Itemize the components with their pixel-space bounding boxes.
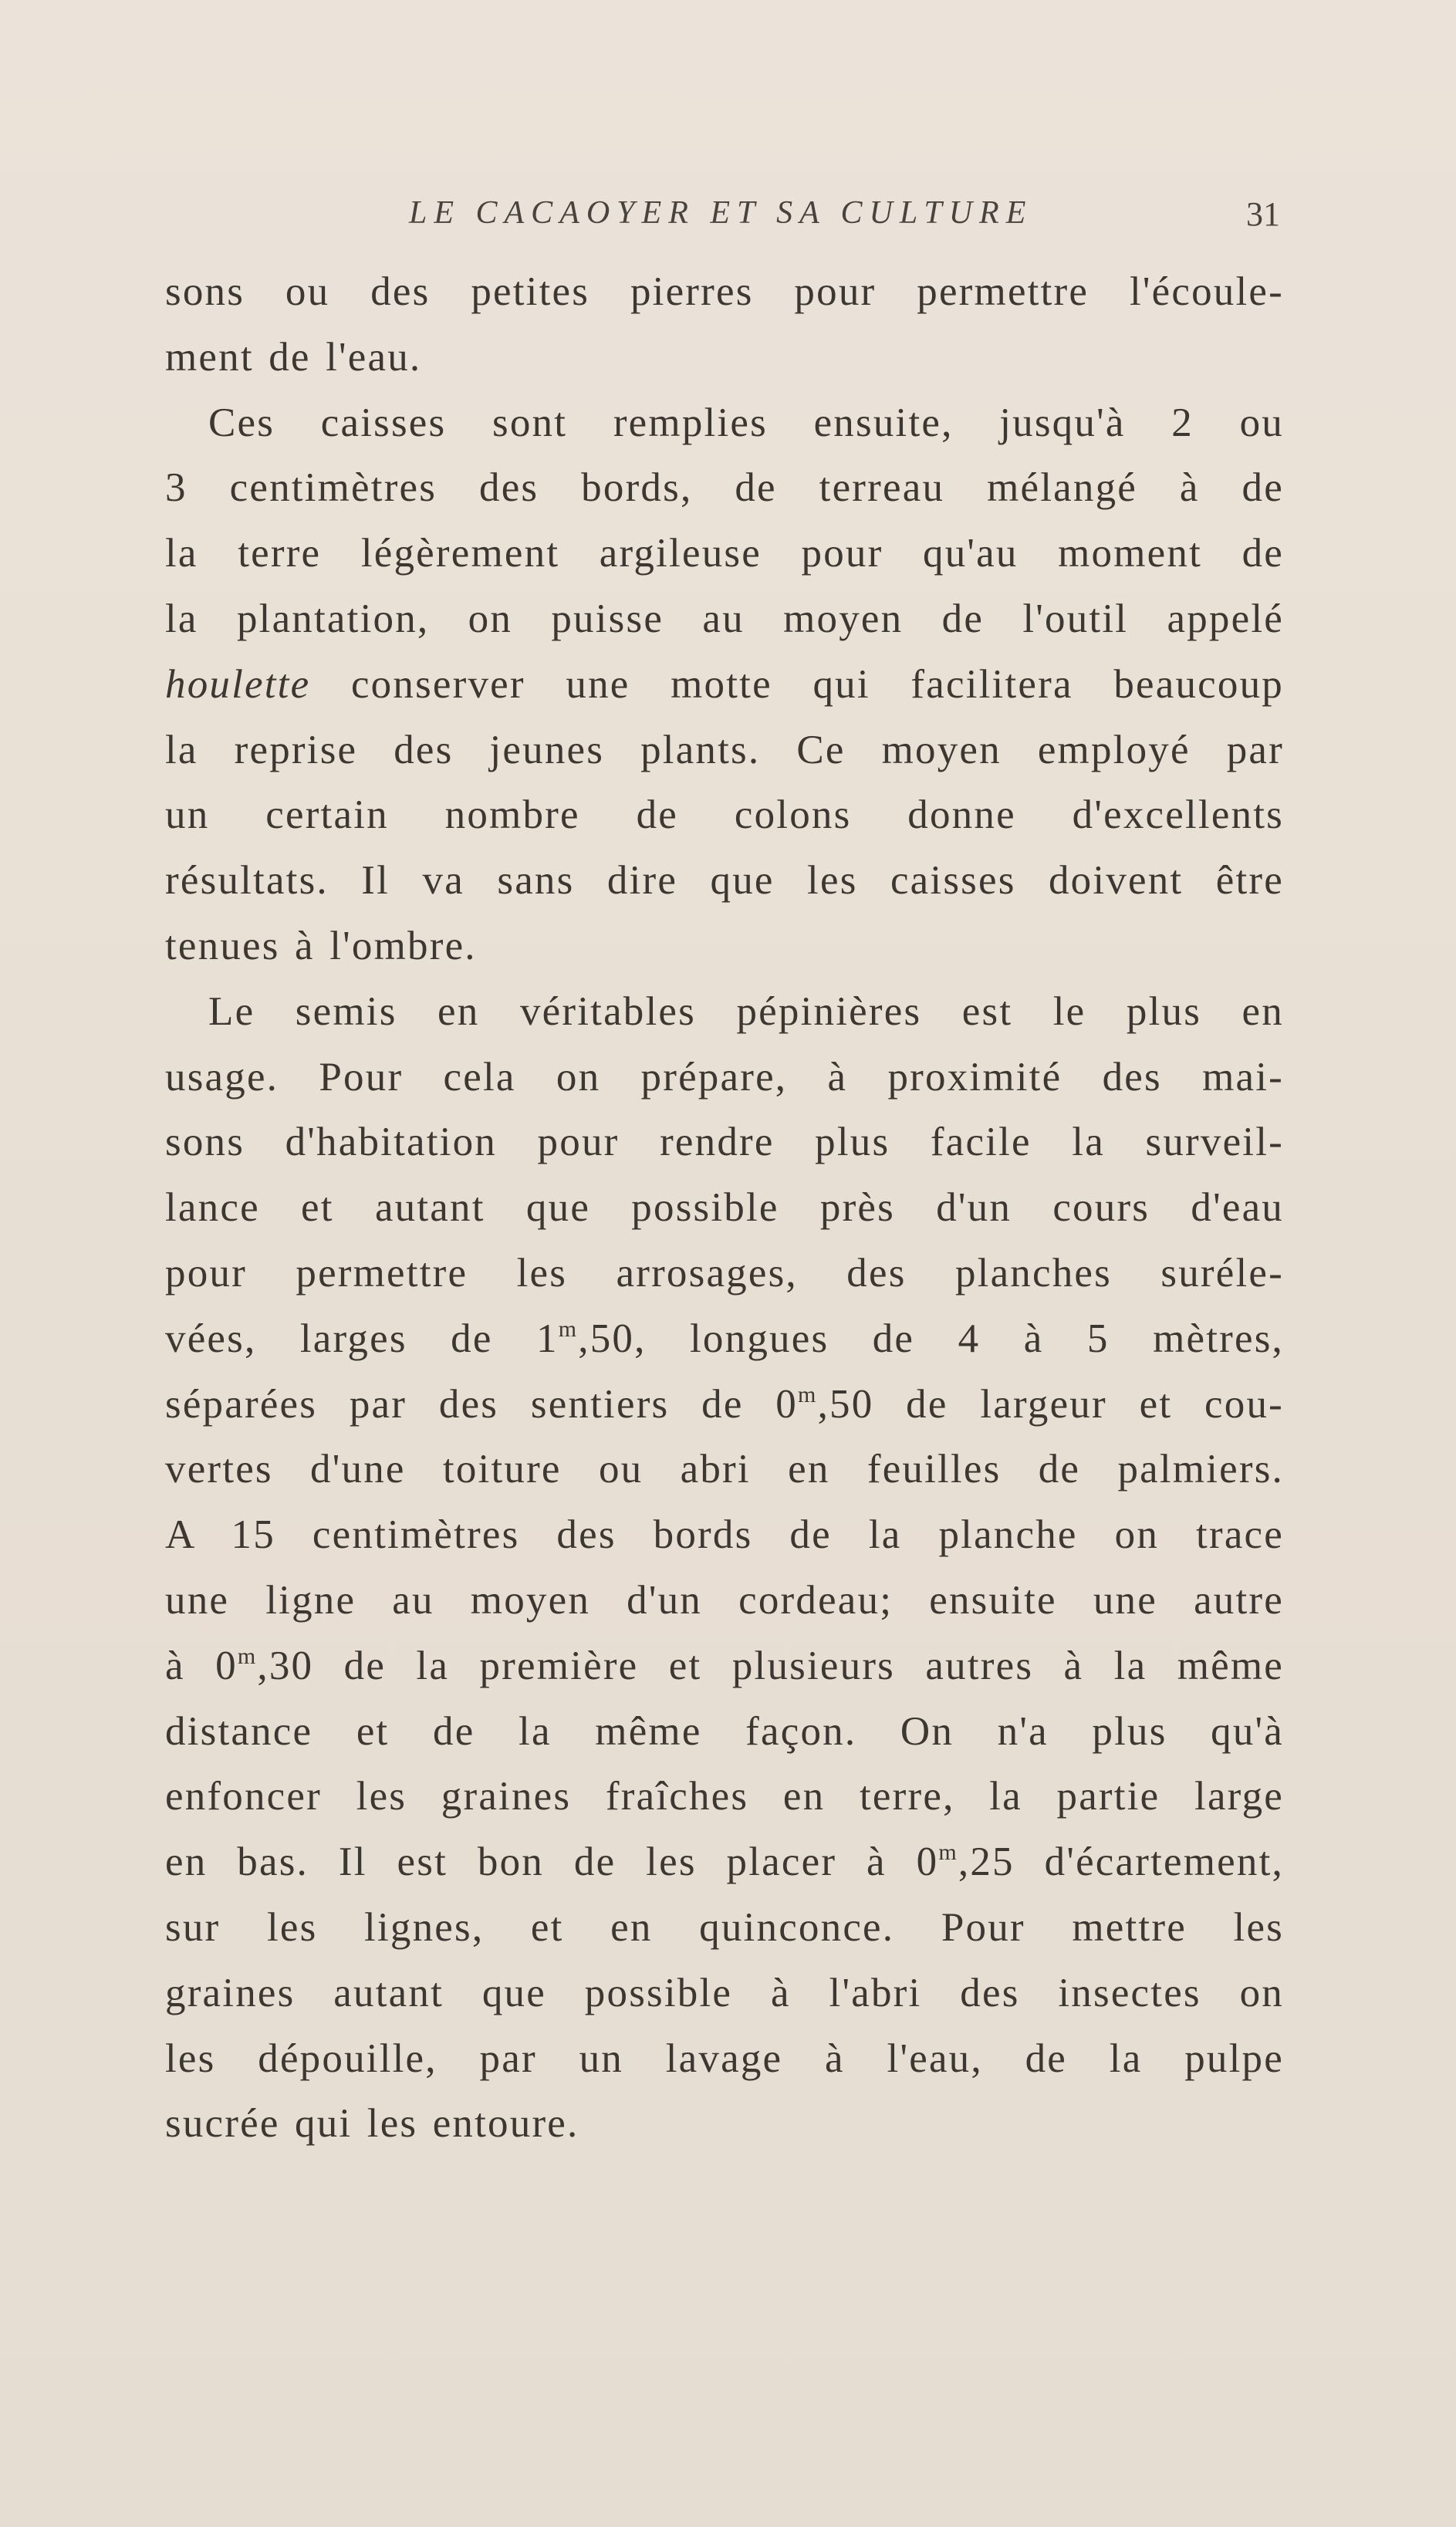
line-text: vées, larges de 1 [165, 1316, 559, 1361]
text-line [165, 1829, 1284, 1895]
line-text: ,30 de la première et plusieurs autres à la même [257, 1643, 1285, 1688]
text-line: tenues à l'ombre. [165, 923, 477, 968]
text-line: la terre légèrement argileuse pour qu'au moment de [165, 531, 1284, 576]
line-text: ,25 d'écartement, [958, 1840, 1284, 1885]
text-line [165, 652, 1284, 718]
line-text: ,50 de largeur et cou- [817, 1381, 1284, 1427]
text-line: graines autant que possible à l'abri des insectes on [165, 1970, 1284, 2015]
text-line: lance et autant que possible près d'un cours d'eau [165, 1185, 1284, 1231]
text-line: résultats. Il va sans dire que les caisses doivent être [165, 858, 1284, 904]
text-line: une ligne au moyen d'un cordeau; ensuite une autre [165, 1577, 1284, 1623]
paragraph-start-line: Ces caisses sont remplies ensuite, jusqu'à 2 ou [208, 400, 1284, 445]
text-line: un certain nombre de colons donne d'excellents [165, 792, 1284, 838]
text-line: A 15 centimètres des bords de la planche on trace [165, 1512, 1284, 1558]
paragraph-start-line: Le semis en véritables pépinières est le plus en [208, 988, 1284, 1034]
text-line: usage. Pour cela on prépare, à proximité des mai- [165, 1054, 1284, 1100]
text-line: les dépouille, par un lavage à l'eau, de la pulpe [165, 2035, 1284, 2081]
superscript-unit: m [558, 1316, 579, 1342]
line-text: ,50, longues de 4 à 5 mètres, [578, 1316, 1284, 1361]
text-line: enfoncer les graines fraîches en terre, la partie large [165, 1774, 1284, 1819]
text-line [165, 1633, 1284, 1699]
line-text: séparées par des sentiers de 0 [165, 1381, 799, 1427]
text-line [165, 1372, 1284, 1437]
text-line: la plantation, on puisse au moyen de l'outil appelé [165, 596, 1284, 641]
text-line: pour permettre les arrosages, des planches suréle- [165, 1250, 1284, 1296]
text-line: 3 centimètres des bords, de terreau mélangé à de [165, 465, 1284, 511]
body-text [165, 259, 1284, 2157]
text-line: sons d'habitation pour rendre plus facile la surveil- [165, 1120, 1284, 1165]
text-line: ment de l'eau. [165, 334, 422, 380]
text-line: sucrée qui les entoure. [165, 2101, 579, 2147]
text-line: sur les lignes, et en quinconce. Pour mettre les [165, 1904, 1284, 1950]
line-text: à 0 [165, 1643, 238, 1688]
text-line: distance et de la même façon. On n'a plus qu'à [165, 1708, 1284, 1754]
text-line: la reprise des jeunes plants. Ce moyen employé par [165, 727, 1284, 772]
line-text: en bas. Il est bon de les placer à 0 [165, 1840, 939, 1885]
text-line [165, 1306, 1284, 1372]
superscript-unit: m [938, 1840, 958, 1866]
italic-term: houlette [165, 661, 311, 707]
text-line: sons ou des petites pierres pour permettre l'écoule- [165, 269, 1284, 314]
superscript-unit: m [237, 1643, 258, 1669]
line-text: conserver une motte qui facilitera beaucoup [350, 661, 1284, 707]
superscript-unit: m [798, 1381, 818, 1407]
page-number: 31 [1246, 195, 1280, 233]
running-head [165, 194, 1280, 248]
text-line: vertes d'une toiture ou abri en feuilles de palmiers. [165, 1447, 1284, 1492]
running-title: LE CACAOYER ET SA CULTURE [409, 195, 1033, 231]
